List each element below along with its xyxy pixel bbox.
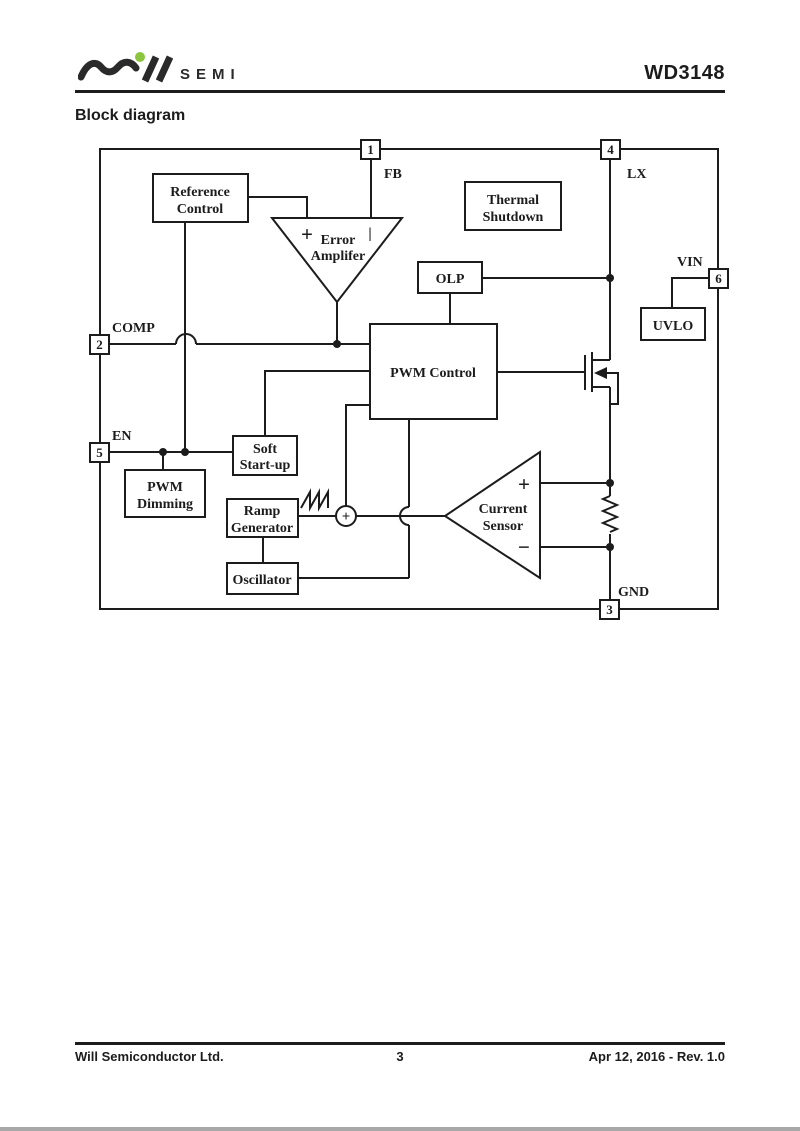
junction-dot — [606, 274, 614, 282]
block-label: Thermal — [486, 193, 540, 208]
junction-dot — [181, 448, 189, 456]
part-number: WD3148 — [644, 62, 725, 84]
block-label: Generator — [230, 521, 294, 536]
pin-number: 2 — [96, 337, 103, 352]
footer-revision: Apr 12, 2016 - Rev. 1.0 — [588, 1049, 725, 1064]
block-ramp-generator — [227, 499, 298, 537]
pin-net-label: FB — [384, 167, 402, 182]
pin-6-vin — [677, 255, 728, 288]
wire-pin6-to-uvlo — [672, 278, 710, 308]
pin-5-en — [90, 429, 131, 462]
junction-dot — [606, 479, 614, 487]
block-label: Control — [176, 202, 224, 217]
block-label: PWM Control — [390, 366, 476, 381]
sawtooth-waveform-icon — [301, 492, 328, 508]
pin-net-label: EN — [112, 429, 132, 444]
current-sensor-label: Sensor — [482, 519, 524, 534]
block-oscillator — [227, 563, 298, 594]
block-pwm-control — [370, 324, 497, 419]
block-olp — [418, 262, 482, 293]
block-label: Ramp — [243, 504, 281, 519]
pin-4-lx — [601, 140, 646, 182]
pin-number: 4 — [607, 142, 614, 157]
page-bottom-edge — [0, 1127, 800, 1131]
block-label: PWM — [147, 480, 183, 495]
junction-dot — [333, 340, 341, 348]
block-label: Oscillator — [232, 573, 292, 588]
current-sensor-label: Current — [478, 502, 528, 517]
footer-company: Will Semiconductor Ltd. — [75, 1049, 224, 1064]
pin-net-label: LX — [627, 167, 647, 182]
block-thermal-shutdown — [465, 182, 561, 230]
pin-net-label: VIN — [677, 255, 703, 270]
nmos-transistor-symbol — [585, 352, 618, 404]
logo-semi-text: SEMI — [180, 66, 241, 83]
block-label: Reference — [170, 185, 230, 200]
current-sensor-minus-sign: − — [518, 535, 530, 559]
nmos-body-arrow — [594, 367, 607, 379]
pin-net-label: GND — [618, 585, 650, 600]
summing-plus-sign: + — [341, 509, 351, 525]
error-amp-minus-sign: | — [368, 226, 372, 242]
block-label: Shutdown — [482, 210, 544, 225]
block-soft-startup — [233, 436, 297, 475]
error-amp-plus-sign: + — [301, 222, 313, 246]
pin-number: 3 — [606, 602, 613, 617]
nmos-body-loop — [597, 373, 618, 404]
pin-number: 6 — [715, 271, 722, 286]
wire-sum-to-pwm — [346, 405, 370, 506]
pin-1-fb — [361, 140, 402, 182]
junction-dot — [159, 448, 167, 456]
block-label: Soft — [252, 442, 278, 457]
pin-3-gnd — [600, 585, 649, 619]
block-label: Dimming — [137, 497, 193, 512]
pin-net-label: COMP — [112, 321, 155, 336]
sense-resistor — [603, 496, 617, 532]
block-label: Start-up — [239, 458, 291, 473]
summing-junction — [336, 506, 356, 526]
pin-number: 1 — [367, 142, 374, 157]
block-pwm-dimming — [125, 470, 205, 517]
error-amplifier-label: Amplifer — [310, 249, 366, 264]
current-sensor-plus-sign: + — [518, 472, 530, 496]
page-title: Block diagram — [75, 107, 186, 124]
footer-page-number: 3 — [396, 1049, 404, 1064]
wire-softstart-to-pwm — [265, 371, 370, 436]
junction-dot — [606, 543, 614, 551]
block-uvlo — [641, 308, 705, 340]
pin-number: 5 — [96, 445, 103, 460]
error-amplifier-label: Error — [320, 233, 356, 248]
wire-ref-to-ea — [248, 197, 307, 218]
error-amplifier — [272, 218, 402, 302]
current-sensor — [445, 452, 540, 578]
footer-rule — [75, 1042, 725, 1045]
block-label: UVLO — [652, 319, 694, 334]
block-reference-control — [153, 174, 248, 222]
block-label: OLP — [435, 272, 465, 287]
